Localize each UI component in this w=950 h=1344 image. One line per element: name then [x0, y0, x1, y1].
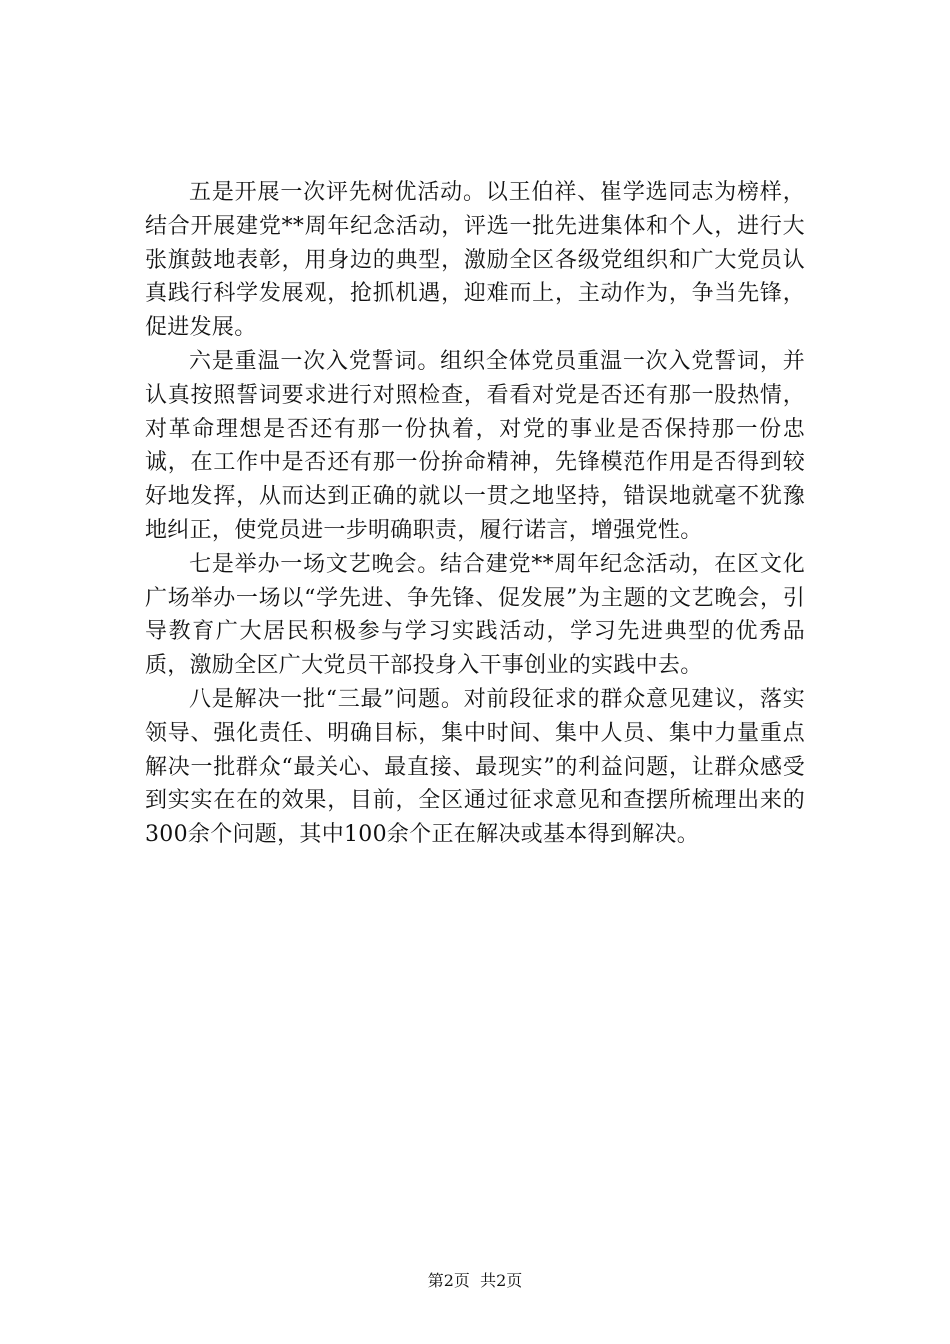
paragraph-6: 六是重温一次入党誓词。组织全体党员重温一次入党誓词，并认真按照誓词要求进行对照检查，看看对党是否还有那一股热情，对革命理想是否还有那一份执着，对党的事业是否保持那一份忠诚，在工作中是否还有那一份拚命精神，先锋模范作用是否得到较好地发挥，从而达到正确的就以一贯之地坚持，错误地就毫不犹豫地纠正，使党员进一步明确职责，履行诺言，增强党性。 — [145, 348, 805, 543]
paragraph-8: 八是解决一批“三最”问题。对前段征求的群众意见建议，落实领导、强化责任、明确目标，集中时间、集中人员、集中力量重点解决一批群众“最关心、最直接、最现实”的利益问题，让群众感受到实实在在的效果，目前，全区通过征求意见和查摆所梳理出来的300余个问题，其中100余个正在解决或基本得到解决。 — [145, 686, 805, 848]
page-footer — [0, 1271, 950, 1291]
document-body — [145, 176, 805, 852]
paragraph-7: 七是举办一场文艺晚会。结合建党**周年纪念活动，在区文化广场举办一场以“学先进、争先锋、促发展”为主题的文艺晚会，引导教育广大居民积极参与学习实践活动，学习先进典型的优秀品质，激励全区广大党员干部投身入干事创业的实践中去。 — [145, 551, 805, 679]
paragraph-5: 五是开展一次评先树优活动。以王伯祥、崔学选同志为榜样，结合开展建党**周年纪念活动，评选一批先进集体和个人，进行大张旗鼓地表彰，用身边的典型，激励全区各级党组织和广大党员认真践行科学发展观，抢抓机遇，迎难而上，主动作为，争当先锋，促进发展。 — [145, 180, 805, 341]
page-number-label: 第2页 共2页 — [427, 1271, 523, 1290]
